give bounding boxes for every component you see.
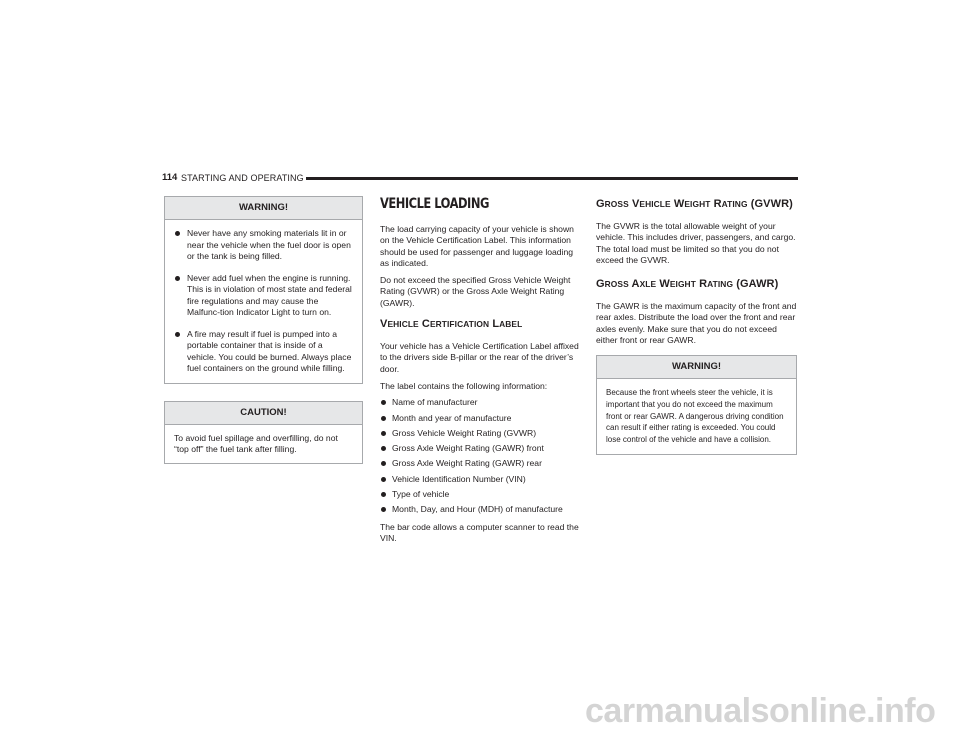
list-item: Gross Vehicle Weight Rating (GVWR) (380, 428, 580, 439)
subheading-vehicle-certification-label: VEHICLE CERTIFICATION LABEL (380, 318, 523, 331)
section-title: STARTING AND OPERATING (181, 173, 304, 183)
bullet-icon (381, 416, 386, 421)
paragraph: The bar code allows a computer scanner to read the VIN. (380, 521, 579, 543)
bullet-icon (381, 477, 386, 482)
warning-box (164, 196, 363, 384)
list-item: Month, Day, and Hour (MDH) of manufacture (380, 504, 580, 515)
subheading-gawr: GROSS AXLE WEIGHT RATING (GAWR) (596, 278, 779, 291)
bullet-icon (381, 431, 386, 436)
warning-item: Never add fuel when the engine is running. This is in violation of most state and federal fire regulations and may cause the Malfunc-tion Indicator Light to turn on. (174, 273, 353, 319)
section-heading: VEHICLE LOADING (380, 196, 489, 212)
subheading-gvwr: GROSS VEHICLE WEIGHT RATING (GVWR) (596, 198, 793, 210)
left-column (164, 196, 363, 464)
caution-box (164, 401, 363, 464)
page-number: 114 (162, 172, 178, 183)
list-item: Gross Axle Weight Rating (GAWR) rear (380, 458, 580, 469)
paragraph: Your vehicle has a Vehicle Certification Label affixed to the drivers side B-pillar or the rear of the driver’s door. (380, 341, 579, 374)
warning-title: WARNING! (597, 356, 796, 379)
bullet-icon (175, 276, 180, 281)
list-item: Month and year of manufacture (380, 413, 580, 424)
paragraph: The GAWR is the maximum capacity of the front and rear axles. Distribute the load over the front and rear axles evenly. Make sure that you do not exceed either front or rear GAWR. (596, 301, 797, 346)
list-item: Name of manufacturer (380, 397, 580, 408)
paragraph: Do not exceed the specified Gross Vehicle Weight Rating (GVWR) or the Gross Axle Weight Rating (GAWR). (380, 275, 571, 308)
caution-text: To avoid fuel spillage and overfilling, do not “top off” the fuel tank after filling. (174, 432, 338, 454)
bullet-icon (175, 332, 180, 337)
paragraph: The label contains the following information: (380, 380, 548, 391)
watermark: carmanualsonline.info (585, 692, 936, 730)
list-item: Type of vehicle (380, 489, 580, 500)
caution-title: CAUTION! (165, 402, 362, 425)
bullet-icon (381, 400, 386, 405)
list-item: Vehicle Identification Number (VIN) (380, 474, 580, 485)
page-header (162, 172, 798, 186)
warning-box (596, 355, 797, 455)
paragraph: The load carrying capacity of your vehicle is shown on the Vehicle Certification Label. This information should be used for passenger and luggage loading as indicated. (380, 224, 574, 268)
header-rule (306, 177, 798, 180)
right-column (596, 196, 797, 455)
warning-title: WARNING! (165, 197, 362, 220)
list-item: Gross Axle Weight Rating (GAWR) front (380, 443, 580, 454)
middle-column (380, 196, 580, 550)
warning-item: Never have any smoking materials lit in or near the vehicle when the fuel door is open or the tank is being filled. (174, 228, 353, 263)
bullet-icon (381, 492, 386, 497)
bullet-icon (381, 461, 386, 466)
paragraph: The GVWR is the total allowable weight of your vehicle. This includes driver, passengers, and cargo. The total load must be limited so that you do not exceed the GVWR. (596, 221, 796, 265)
warning-item: A fire may result if fuel is pumped into a portable container that is inside of a vehicle. You could be burned. Always place fuel containers on the ground while filling. (174, 329, 353, 375)
bullet-icon (175, 231, 180, 236)
bullet-icon (381, 446, 386, 451)
bullet-icon (381, 507, 386, 512)
warning-text: Because the front wheels steer the vehicle, it is important that you do not exceed the maximum front or rear GAWR. A dangerous driving condition can result if either rating is exceeded. You could lose control of the vehicle and have a collision. (606, 388, 784, 445)
